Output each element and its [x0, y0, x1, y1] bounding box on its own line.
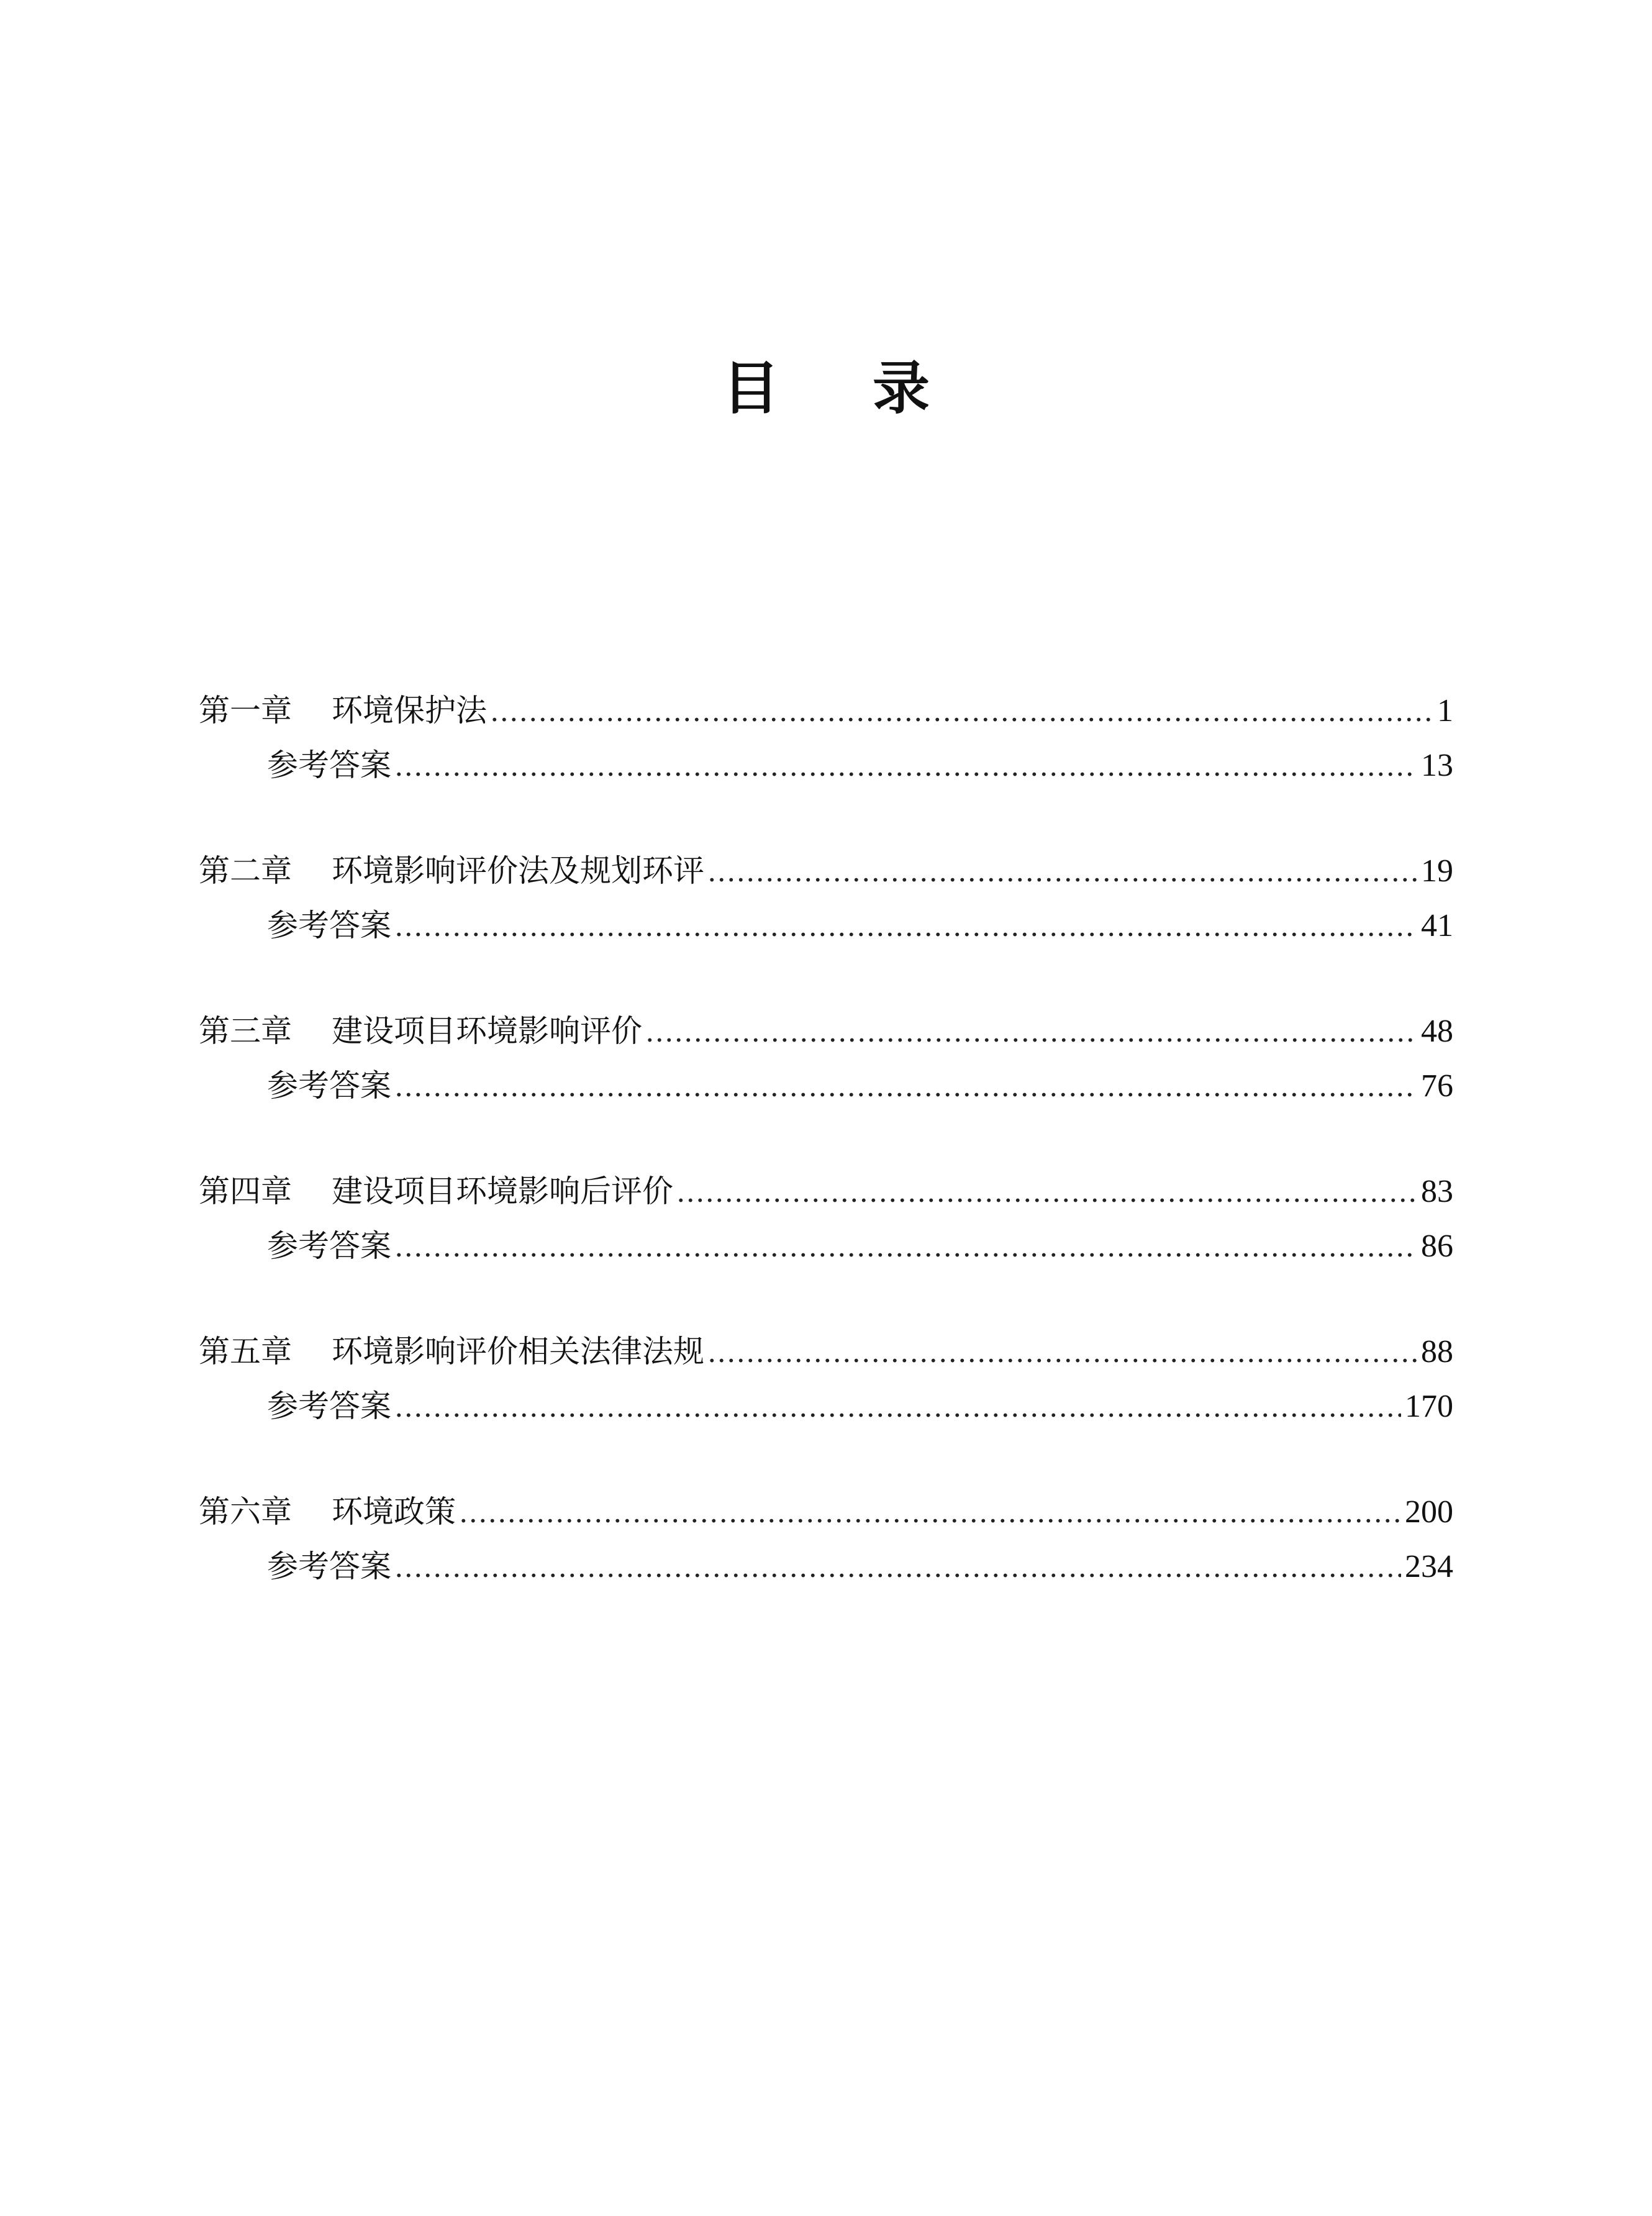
dot-leader [395, 898, 1417, 953]
dot-leader [491, 683, 1433, 738]
page-number: 76 [1421, 1068, 1453, 1104]
toc-entry-answers-6[interactable] [199, 1539, 1453, 1594]
toc-chapter-6 [199, 1484, 1453, 1594]
chapter-number: 第三章 [199, 1013, 292, 1049]
chapter-heading: 环境政策 [332, 1494, 456, 1530]
chapter-heading: 环境影响评价相关法律法规 [332, 1333, 704, 1369]
toc-chapter-5 [199, 1324, 1453, 1433]
chapter-number: 第五章 [199, 1333, 292, 1369]
page-number: 13 [1421, 748, 1453, 783]
dot-leader [395, 738, 1417, 792]
toc-entry-answers-4[interactable] [199, 1219, 1453, 1273]
toc-entry-chapter-4[interactable] [199, 1164, 1453, 1219]
answers-label: 参考答案 [267, 907, 391, 943]
toc-entry-chapter-2[interactable] [199, 843, 1453, 898]
answers-label: 参考答案 [267, 1548, 391, 1584]
answers-label: 参考答案 [267, 747, 391, 783]
chapter-heading: 建设项目环境影响评价 [332, 1013, 642, 1049]
page-number: 200 [1405, 1494, 1453, 1530]
toc-entry-answers-3[interactable] [199, 1058, 1453, 1113]
dot-leader [677, 1164, 1417, 1219]
title-char-1: 目 [722, 355, 779, 422]
page-number: 1 [1437, 693, 1453, 729]
page-number: 19 [1421, 853, 1453, 889]
chapter-heading: 环境保护法 [332, 692, 487, 729]
chapter-number: 第二章 [199, 853, 292, 889]
dot-leader [708, 843, 1417, 898]
page-number: 41 [1421, 908, 1453, 943]
page-number: 170 [1405, 1389, 1453, 1424]
page-number: 88 [1421, 1334, 1453, 1369]
title-char-2: 录 [873, 355, 930, 422]
dot-leader [395, 1058, 1417, 1113]
toc-entry-chapter-3[interactable] [199, 1004, 1453, 1058]
dot-leader [395, 1379, 1401, 1433]
chapter-number: 第一章 [199, 692, 292, 729]
toc-entry-answers-1[interactable] [199, 738, 1453, 792]
dot-leader [708, 1324, 1417, 1379]
toc-chapter-3 [199, 1004, 1453, 1113]
toc-entry-chapter-6[interactable] [199, 1484, 1453, 1539]
page-number: 83 [1421, 1174, 1453, 1209]
toc-entry-chapter-5[interactable] [199, 1324, 1453, 1379]
answers-label: 参考答案 [267, 1068, 391, 1104]
toc-entry-answers-2[interactable] [199, 898, 1453, 953]
chapter-heading: 建设项目环境影响后评价 [332, 1173, 673, 1209]
toc-entry-answers-5[interactable] [199, 1379, 1453, 1433]
dot-leader [395, 1539, 1401, 1594]
answers-label: 参考答案 [267, 1388, 391, 1424]
chapter-heading: 环境影响评价法及规划环评 [332, 853, 704, 889]
chapter-number: 第六章 [199, 1494, 292, 1530]
answers-label: 参考答案 [267, 1228, 391, 1264]
page-number: 86 [1421, 1228, 1453, 1264]
toc-chapter-2 [199, 843, 1453, 953]
table-of-contents [199, 683, 1453, 1645]
toc-chapter-1 [199, 683, 1453, 792]
dot-leader [395, 1219, 1417, 1273]
page-number: 48 [1421, 1014, 1453, 1049]
toc-chapter-4 [199, 1164, 1453, 1273]
page-number: 234 [1405, 1549, 1453, 1584]
chapter-number: 第四章 [199, 1173, 292, 1209]
toc-entry-chapter-1[interactable] [199, 683, 1453, 738]
dot-leader [460, 1484, 1401, 1539]
dot-leader [646, 1004, 1417, 1058]
page-title [0, 348, 1652, 429]
